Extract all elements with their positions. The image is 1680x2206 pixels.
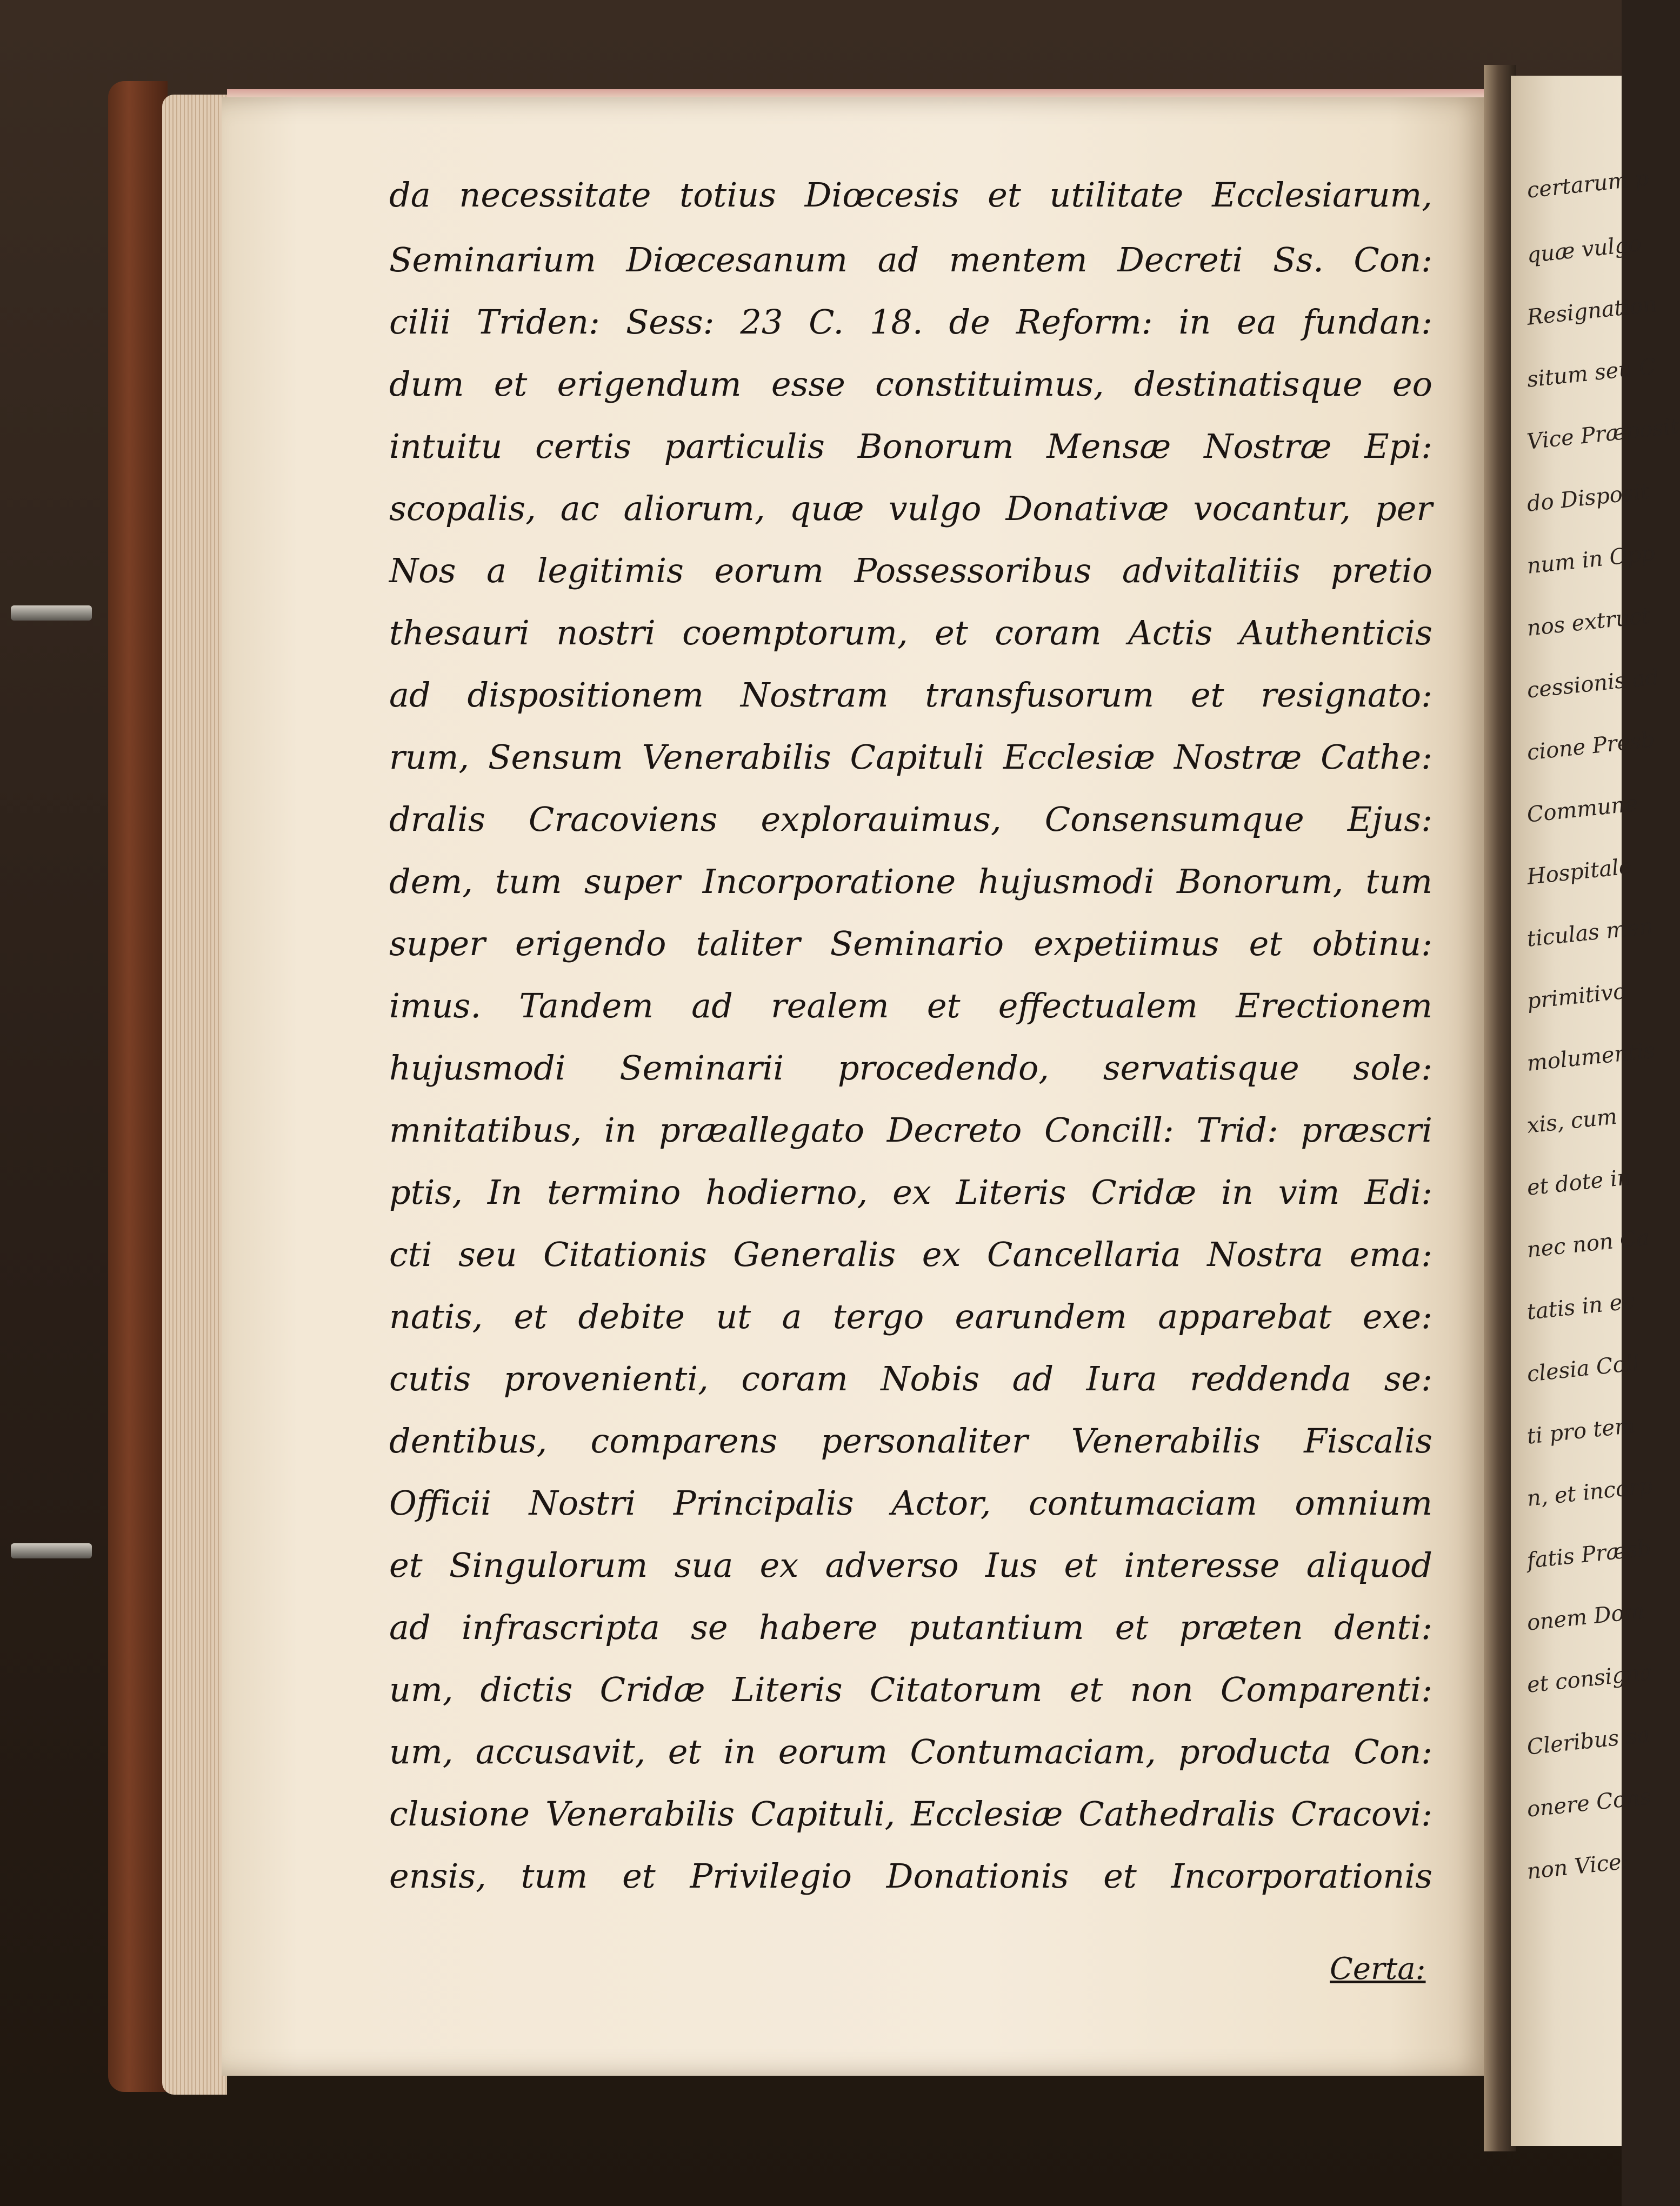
book-binding [108,81,168,2092]
manuscript-line: ensis, tum et Privilegio Donationis et Incorporationis [389,1856,1432,1896]
facing-page-fragment: ticulas men [1525,914,1655,952]
manuscript-line: cti seu Citationis Generalis ex Cancellaria Nostra ema: [389,1235,1432,1274]
manuscript-line: ad infrascripta se habere putantium et præten denti: [389,1608,1432,1647]
manuscript-line: Officii Nostri Principalis Actor, contumaciam omnium [389,1483,1432,1523]
page-edges [162,95,227,2095]
manuscript-line: imus. Tandem ad realem et effectualem Erectionem [389,986,1432,1025]
manuscript-line: hujusmodi Seminarii procedendo, servatisque sole: [389,1048,1432,1088]
catchword: Certa: [1330,1951,1426,1987]
manuscript-line: et Singulorum sua ex adverso Ius et interesse aliquod [389,1545,1432,1585]
facing-page-fragment: onem Dom [1525,1598,1646,1636]
facing-page-fragment: Resignation [1525,291,1658,330]
manuscript-line: dem, tum super Incorporatione hujusmodi Bonorum, tum [389,862,1432,901]
manuscript-line: mnitatibus, in præallegato Decreto Concill: Trid: præscri [389,1110,1432,1150]
manuscript-line: ad dispositionem Nostram transfusorum et resignato: [389,675,1432,715]
manuscript-line: cutis provenienti, coram Nobis ad Iura reddenda se: [389,1359,1432,1398]
facing-page-fragment: nec non Ca [1525,1225,1651,1263]
facing-page-fragment: non Vice: [1525,1849,1630,1884]
facing-page-fragment: et dote in [1525,1164,1632,1201]
facing-page-fragment: xis, cum [1525,1104,1618,1138]
manuscript-line: um, dictis Cridæ Literis Citatorum et non Comparenti: [389,1670,1432,1709]
facing-page-fragment: cione Presb [1525,727,1656,765]
manuscript-line: ptis, In termino hodierno, ex Literis Cridæ in vim Edi: [389,1172,1432,1212]
manuscript-line: cilii Triden: Sess: 23 C. 18. de Reform: in ea fundan: [389,302,1432,342]
manuscript-line: rum, Sensum Venerabilis Capituli Ecclesiæ Nostræ Cathe: [389,737,1432,777]
manuscript-line: dralis Cracoviens explorauimus, Consensumque Ejus: [389,799,1432,839]
facing-page-fragment: fatis Præsb [1525,1536,1652,1574]
manuscript-line: Seminarium Diœcesanum ad mentem Decreti Ss. Con: [389,240,1432,279]
clasp-pin-top [11,605,92,621]
manuscript-line: scopalis, ac aliorum, quæ vulgo Donativæ vocantur, per [389,489,1432,528]
facing-page-fragment: cessionis ad [1525,664,1661,703]
clasp-pin-bottom [11,1543,92,1558]
facing-page-fragment: certarum p [1525,165,1650,203]
facing-page-fragment: n, et incorp [1525,1473,1654,1511]
facing-page-fragment: num in Opp [1525,541,1656,579]
facing-page-fragment: quæ vulgo [1525,231,1643,268]
facing-page-fragment: onere Cons [1525,1784,1652,1822]
manuscript-line: Nos a legitimis eorum Possessoribus advitalitiis pretio [389,551,1432,590]
facing-page-fragment: Vice Præposit [1525,414,1680,455]
manuscript-line: intuitu certis particulis Bonorum Mensæ Nostræ Epi: [389,426,1432,466]
manuscript-line: thesauri nostri coemptorum, et coram Actis Authenticis [389,613,1432,652]
facing-page-fragment: ti pro tem [1525,1413,1637,1449]
manuscript-line: um, accusavit, et in eorum Contumaciam, producta Con: [389,1732,1432,1771]
manuscript-line: da necessitate totius Diœcesis et utilitate Ecclesiarum, [389,175,1432,215]
facing-page-fragment: do Disposit [1525,479,1651,517]
facing-page-fragment: nos extruct [1525,603,1651,641]
facing-page-fragment: Commune [1525,791,1639,828]
facing-page-fragment: primitivo [1525,978,1628,1014]
facing-page-fragment: tatis in ec [1525,1289,1636,1325]
manuscript-line: super erigendo taliter Seminario expetiimus et obtinu: [389,924,1432,963]
facing-page-fragment: molumentis [1525,1038,1656,1076]
manuscript-line: dum et erigendum esse constituimus, destinatisque eo [389,364,1432,404]
facing-page-fragment: situm seu C [1525,354,1657,392]
manuscript-line: clusione Venerabilis Capituli, Ecclesiæ Cathedralis Cracovi: [389,1794,1432,1834]
manuscript-line: dentibus, comparens personaliter Venerabilis Fiscalis [389,1421,1432,1461]
facing-page-fragment: et consigna [1525,1660,1654,1698]
facing-page-fragment: clesia Coll [1525,1350,1641,1387]
facing-page-fragment: Cleribus sa [1525,1722,1651,1760]
manuscript-line: natis, et debite ut a tergo earundem apparebat exe: [389,1297,1432,1336]
facing-page-fragment: Hospitale [1525,854,1633,890]
